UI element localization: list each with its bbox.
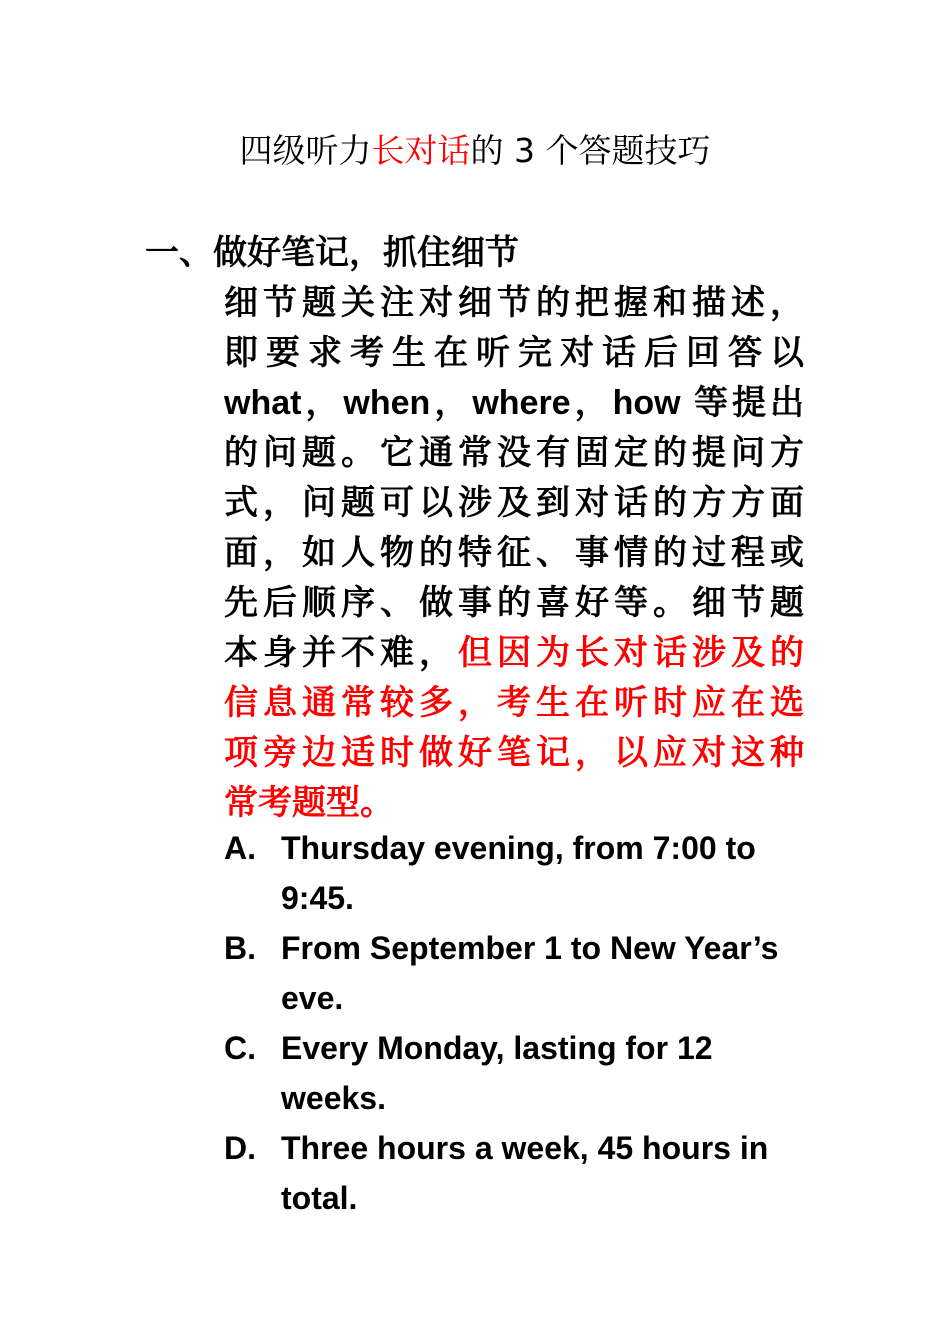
answer-option [224,823,824,923]
paragraph-line [224,528,804,578]
option-letter: D. [224,1130,256,1166]
option-text: Every Monday, lasting for 12 weeks. [281,1030,713,1116]
paragraph-line [224,278,804,328]
paragraph-line [224,728,804,778]
paragraph-text: 先后顺序、做事的喜好等。细节题 [224,583,804,623]
option-text: Thursday evening, from 7:00 to 9:45. [281,830,756,916]
paragraph-text: 本身并不难， [224,633,458,673]
paragraph-text: 的问题。它通常没有固定的提问方 [224,433,804,473]
page-title [0,128,950,174]
paragraph-line [224,478,804,528]
paragraph-text: 即要求考生在听完对话后回答以 [224,333,804,373]
title-prefix: 四级听力 [239,131,372,170]
answer-option [224,1123,824,1223]
title-suffix: 的 3 个答题技巧 [470,131,711,170]
option-text: Three hours a week, 45 hours in total. [281,1130,769,1216]
highlighted-text: 信息通常较多，考生在听时应在选 [224,683,804,723]
section-heading: 一、做好笔记，抓住细节 [145,233,519,273]
option-text: From September 1 to New Year’s eve. [281,930,779,1016]
paragraph-text: 面，如人物的特征、事情的过程或 [224,533,804,573]
answer-options-list [224,823,824,1223]
paragraph-line [224,328,804,378]
option-letter: A. [224,830,256,866]
paragraph-line [224,578,804,628]
paragraph-line [224,778,804,828]
paragraph-text: what，when，where，how 等提出 [224,384,804,422]
paragraph-line [224,678,804,728]
paragraph-line [224,428,804,478]
title-highlight: 长对话 [371,131,471,170]
highlighted-text: 项旁边适时做好笔记，以应对这种 [224,733,804,773]
paragraph-text: 式，问题可以涉及到对话的方方面 [224,483,804,523]
option-letter: B. [224,930,256,966]
highlighted-text: 但因为长对话涉及的 [458,633,804,673]
paragraph-line [224,378,804,428]
highlighted-text: 常考题型。 [224,783,394,823]
answer-option [224,1023,824,1123]
paragraph-line [224,628,804,678]
answer-option [224,923,824,1023]
option-letter: C. [224,1030,256,1066]
section-paragraph [224,278,804,828]
paragraph-text: 细节题关注对细节的把握和描述， [224,283,804,323]
